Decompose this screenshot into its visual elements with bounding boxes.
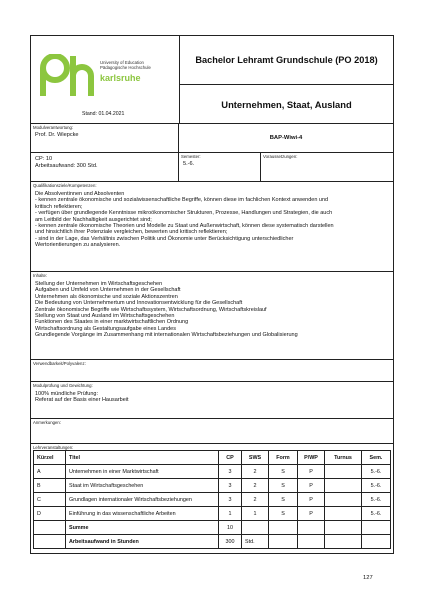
cell-pwp: P [298,479,325,493]
module-code-cell [179,124,393,152]
semester-cell [179,153,261,181]
summe-row [34,521,391,535]
qualifikation-line: - kennen zentrale ökonomische Theorien und Modelle zu Staat und Außenwirtschaft, können diese systematisch darstellen [35,223,334,230]
header-cp: CP [219,451,242,465]
module-code: BAP-Wiwi-4 [269,135,303,141]
page-number: 127 [363,575,373,581]
cell-sem: 5.-6. [362,507,391,521]
cell-turnus [325,479,362,493]
semester-label: Semester: [181,154,201,159]
lehrveranstaltungen-label: Lehrveranstaltungen: [33,445,74,450]
qualifikation-label: Qualifikationsziele/Kompetenzen: [33,183,97,188]
header-titel: Titel [66,451,219,465]
cell-form: S [269,493,298,507]
cell-sem: 5.-6. [362,465,391,479]
qualifikation-text [31,188,393,250]
summe-label: Summe [66,521,219,535]
table-header-row [34,451,391,465]
verwendbarkeit-label: Verwendbarkeit/Polyvalenz: [33,361,86,366]
voraussetzungen-cell [261,153,393,181]
aufwand-blank [34,535,66,549]
qualifikation-line: - verfügen über grundlegende Kenntnisse mikroökonomischer Strukturen, Prozesse, Handlungen und Strategien, die auch [35,210,333,217]
qualifikation-line: - sind in der Lage, das Verhältnis zwischen Politik und Ökonomie unter Berücksichtigung unterschiedlicher [35,235,294,242]
semester-value: 5.-6. [183,161,195,167]
cp-row [30,153,394,182]
table-row [34,479,391,493]
table-row [34,465,391,479]
cell-cp: 3 [219,493,242,507]
cell-cp: 3 [219,479,242,493]
qualifikation-line: - kennen zentrale ökonomische und sozialwissenschaftliche Begriffe, können diese im fachlichen Kontext anwenden und [35,197,329,204]
lehrveranstaltungen-block [30,444,394,554]
inhalte-line: Stellung der Unternehmen im Wirtschaftsgeschehen [35,281,163,287]
arbeitsaufwand-value: Arbeitsaufwand: 300 Std. [35,162,98,169]
summe-blank [34,521,66,535]
module-header [30,35,394,124]
summe-empty [362,521,391,535]
inhalte-text [31,278,393,340]
verantwortung-value: Prof. Dr. Wiepcke [35,132,79,138]
verantwortung-cell [31,124,179,152]
aufwand-empty [298,535,325,549]
header-pwp: P/WP [298,451,325,465]
module-sheet [30,35,394,554]
cell-cp: 1 [219,507,242,521]
inhalte-line: Zentrale ökonomische Begriffe wie Wirtschaftssystem, Wirtschaftsordnung, Wirtschaftskreislauf [35,306,267,313]
header-sws: SWS [242,451,269,465]
inhalte-line: Die Bedeutung von Unternehmertum und Innovationsentwicklung für die Gesellschaft [35,300,243,307]
pruefung-line: 100% mündliche Prüfung: [35,391,98,397]
cell-titel: Einführung in das wissenschaftliche Arbeiten [66,507,219,521]
header-sem: Sem. [362,451,391,465]
cell-turnus [325,493,362,507]
program-title: Bachelor Lehramt Grundschule (PO 2018) [180,36,393,85]
ph-logo-icon [39,54,99,98]
pruefung-block [30,382,394,419]
cell-sem: 5.-6. [362,479,391,493]
inhalte-block [30,272,394,360]
header-form: Form [269,451,298,465]
aufwand-value: 300 [219,535,242,549]
pruefung-line: Referat auf der Basis einer Hausarbeit [35,397,129,404]
verantwortung-row [30,124,394,153]
inhalte-line: Funktionen des Staates in einer marktwirtschaftlichen Ordnung [35,319,189,326]
stand-date: Stand: 01.04.2021 [82,111,125,117]
cell-form: S [269,507,298,521]
pruefung-text [31,388,393,405]
cell-sws: 2 [242,465,269,479]
qualifikation-line: und hinsichtlich ihrer Potenziale vergleichen, bewerten und kritisch reflektieren; [35,229,228,236]
cp-value: CP: 10 [35,156,53,162]
summe-empty [325,521,362,535]
aufwand-label: Arbeitsaufwand in Stunden [66,535,219,549]
inhalte-line: Grundlegende Vorgänge im Zusammenhang mit internationalen Wirtschaftsbeziehungen und Globalisierung [35,332,298,339]
cell-pwp: P [298,507,325,521]
qualifikation-line: Wertorientierungen zu analysieren. [35,242,121,249]
summe-empty [242,521,269,535]
logo-text [100,60,151,70]
header-kuerzel: Kürzel [34,451,66,465]
logo-city: karlsruhe [100,73,141,83]
cell-sws: 2 [242,493,269,507]
header-right [180,36,393,123]
inhalte-line: Aufgaben und Umfeld von Unternehmen in der Gesellschaft [35,287,181,294]
cell-turnus [325,465,362,479]
cell-sem: 5.-6. [362,493,391,507]
aufwand-empty [325,535,362,549]
anmerkungen-label: Anmerkungen: [33,420,61,425]
cell-kuerzel: B [34,479,66,493]
anmerkungen-block [30,419,394,444]
module-title: Unternehmen, Staat, Ausland [221,98,352,110]
qualifikation-block [30,182,394,272]
cell-titel: Unternehmen in einer Marktwirtschaft [66,465,219,479]
summe-value: 10 [219,521,242,535]
cell-titel: Grundlagen internationaler Wirtschaftsbeziehungen [66,493,219,507]
cell-pwp: P [298,465,325,479]
summe-empty [269,521,298,535]
cell-sws: 2 [242,479,269,493]
lehrveranstaltungen-table [33,450,391,549]
inhalte-line: Stellung von Staat und Ausland im Wirtschaftsgeschehen [35,313,175,320]
inhalte-line: Wirtschaftsordnung als Gestaltungsaufgabe eines Landes [35,325,176,332]
cell-cp: 3 [219,465,242,479]
cell-turnus [325,507,362,521]
summe-empty [298,521,325,535]
inhalte-label: Inhalte: [33,273,48,278]
cell-kuerzel: A [34,465,66,479]
cp-cell [31,153,179,181]
table-row [34,493,391,507]
logo-line-1: University of Education [100,60,144,65]
logo-cell [31,36,180,123]
table-row [34,507,391,521]
header-turnus: Turnus [325,451,362,465]
cell-kuerzel: D [34,507,66,521]
cell-pwp: P [298,493,325,507]
aufwand-unit: Std. [242,535,269,549]
qualifikation-line: kritisch reflektieren; [35,203,83,210]
aufwand-row [34,535,391,549]
verwendbarkeit-block [30,360,394,382]
qualifikation-line: am Leitbild der Nachhaltigkeit ausgerichtet sind; [35,216,152,223]
qualifikation-line: Die Absolventinnen und Absolventen [35,191,125,197]
voraussetzungen-label: Voraussetzungen: [263,154,298,159]
pruefung-label: Modulprüfung und Gewichtung: [33,383,93,388]
aufwand-empty [362,535,391,549]
aufwand-empty [269,535,298,549]
cell-sws: 1 [242,507,269,521]
logo-line-2: Pädagogische Hochschule [100,65,151,71]
verantwortung-label: Modulverantwortung: [33,125,74,130]
cell-titel: Staat im Wirtschaftsgeschehen [66,479,219,493]
cell-form: S [269,479,298,493]
cell-form: S [269,465,298,479]
inhalte-line: Unternehmen als ökonomische und soziale Aktionszentren [35,293,178,300]
cell-kuerzel: C [34,493,66,507]
